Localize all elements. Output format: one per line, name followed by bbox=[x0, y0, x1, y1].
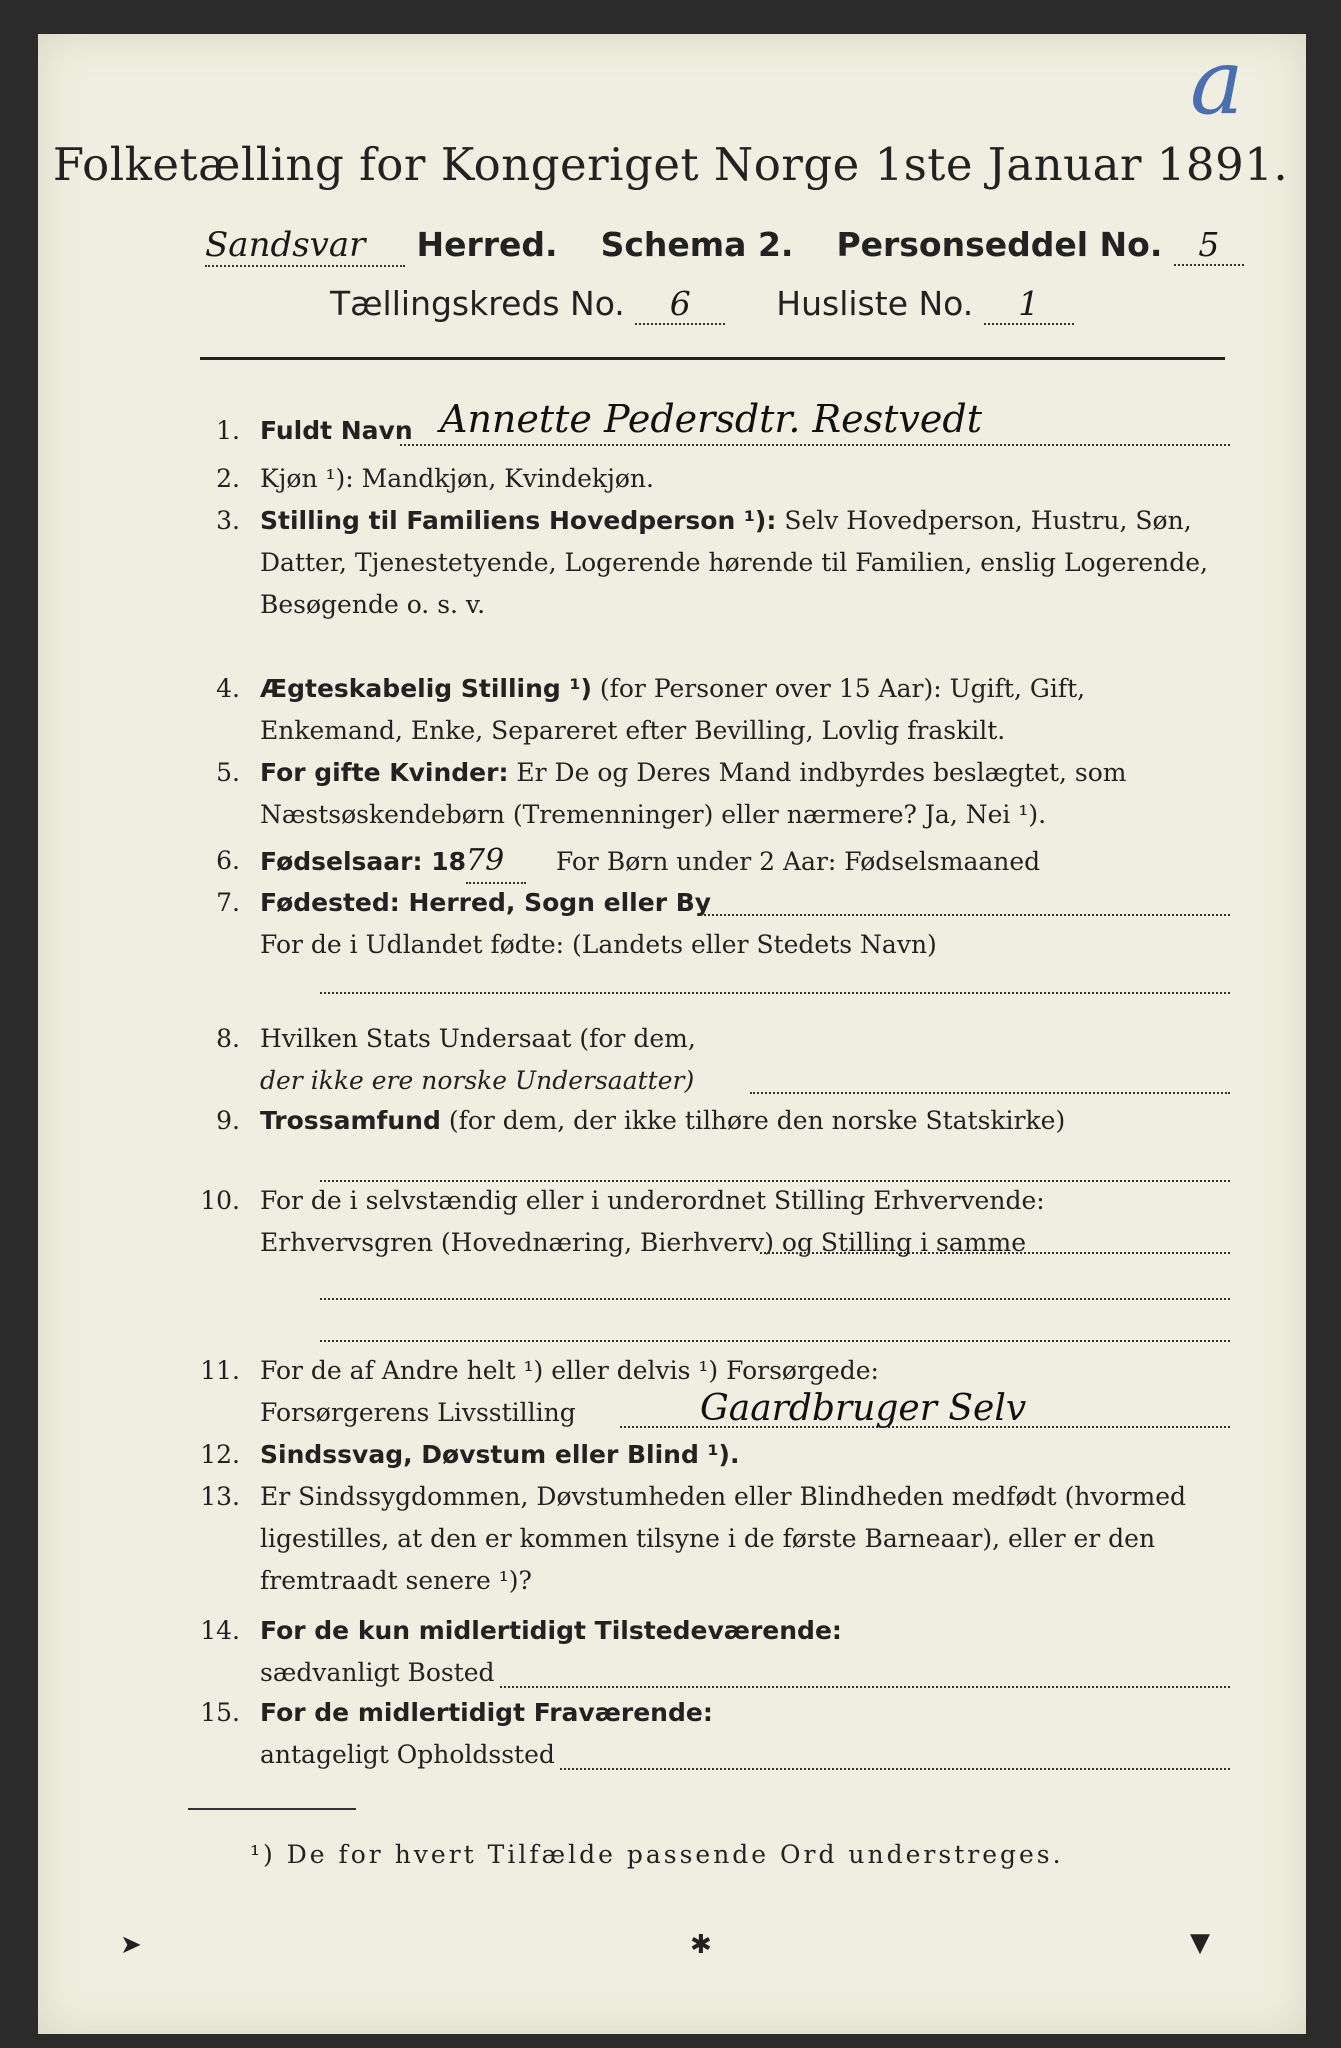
item-text: der ikke ere norske Undersaatter) bbox=[260, 1066, 695, 1095]
item-text: For Børn under 2 Aar: Fødselsmaaned bbox=[555, 847, 1041, 876]
item-number: 8. bbox=[216, 1024, 240, 1053]
birthyear-answer: 79 bbox=[466, 840, 526, 884]
herred-value: Sandsvar bbox=[205, 225, 405, 267]
item-number: 2. bbox=[216, 464, 240, 493]
fill-line bbox=[320, 992, 1230, 994]
schema-label: Schema 2. bbox=[600, 225, 794, 264]
item-number: 6. bbox=[216, 846, 240, 875]
item-label: Er Sindssygdommen, Døvstumheden eller Blindheden medfødt bbox=[260, 1482, 1057, 1511]
fill-line bbox=[620, 1426, 1230, 1428]
item-text: For de i Udlandet fødte: (Landets eller Stedets Navn) bbox=[260, 930, 937, 959]
fill-line bbox=[750, 1092, 1230, 1094]
footnote: ¹) De for hvert Tilfælde passende Ord understreges. bbox=[250, 1840, 1064, 1869]
husliste-value: 1 bbox=[984, 284, 1074, 325]
taellingskreds-label: Tællingskreds No. bbox=[330, 284, 625, 323]
footnote-divider bbox=[188, 1808, 356, 1810]
item-14 bbox=[180, 1610, 1230, 1694]
item-label: Trossamfund bbox=[260, 1106, 441, 1135]
triangle-mark-icon: ▼ bbox=[1190, 1928, 1210, 1958]
item-7 bbox=[180, 882, 1230, 1012]
item-label: Fuldt Navn bbox=[260, 416, 413, 445]
item-label: For de midlertidigt Fraværende: bbox=[260, 1698, 713, 1727]
item-label: Kjøn ¹): Mandkjøn, Kvindekjøn. bbox=[260, 464, 654, 493]
item-text: (for dem, der ikke tilhøre den norske Statskirke) bbox=[448, 1106, 1066, 1135]
item-number: 10. bbox=[200, 1186, 240, 1215]
personseddel-value: 5 bbox=[1174, 225, 1244, 266]
item-3 bbox=[180, 500, 1230, 660]
star-mark-icon: ✱ bbox=[690, 1930, 712, 1960]
item-label: Fødested: Herred, Sogn eller By bbox=[260, 888, 712, 917]
item-text: Er De og Deres Mand indbyrdes beslægtet, som Næstsøskendebørn (Tremenninger) eller nærmere? Ja, Nei ¹). bbox=[260, 758, 1127, 829]
header-divider bbox=[200, 357, 1225, 360]
personseddel-label: Personseddel No. bbox=[836, 225, 1163, 264]
item-label: For gifte Kvinder: bbox=[260, 758, 509, 787]
item-9 bbox=[180, 1100, 1230, 1190]
item-text: (for Personer over 15 Aar): Ugift, Gift, Enkemand, Enke, Separeret efter Bevilling, Lovlig fraskilt. bbox=[260, 674, 1086, 745]
item-label: For de kun midlertidigt Tilstedeværende: bbox=[260, 1616, 842, 1645]
item-label: Stilling til Familiens Hovedperson ¹): bbox=[260, 506, 777, 535]
item-text: sædvanligt Bosted bbox=[260, 1658, 495, 1687]
item-number: 13. bbox=[200, 1482, 240, 1511]
item-text: Forsørgerens Livsstilling bbox=[260, 1398, 576, 1427]
item-number: 5. bbox=[216, 758, 240, 787]
item-number: 14. bbox=[200, 1616, 240, 1645]
fill-line bbox=[700, 914, 1230, 916]
item-text: antageligt Opholdssted bbox=[260, 1740, 555, 1769]
item-8 bbox=[180, 1018, 1230, 1108]
item-label: For de i selvstændig eller i underordnet Stilling Erhvervende: bbox=[260, 1186, 1045, 1215]
taellingskreds-line bbox=[330, 284, 1074, 325]
fill-line bbox=[560, 1768, 1230, 1770]
item-number: 9. bbox=[216, 1106, 240, 1135]
item-label: Ægteskabelig Stilling ¹) bbox=[260, 674, 592, 703]
fill-line bbox=[320, 1340, 1230, 1342]
fill-line bbox=[500, 1686, 1230, 1688]
item-label: Fødselsaar: 18 bbox=[260, 847, 466, 876]
item-number: 4. bbox=[216, 674, 240, 703]
provider-answer: Gaardbruger Selv bbox=[700, 1388, 1027, 1429]
item-10 bbox=[180, 1180, 1230, 1340]
item-label: Hvilken Stats Undersaat (for dem, bbox=[260, 1024, 696, 1053]
item-label: Sindssvag, Døvstum eller Blind ¹). bbox=[260, 1440, 740, 1469]
fill-line bbox=[400, 444, 1230, 446]
item-number: 1. bbox=[216, 416, 240, 445]
herred-line bbox=[205, 225, 1244, 267]
item-11 bbox=[180, 1350, 1230, 1440]
husliste-label: Husliste No. bbox=[776, 284, 974, 323]
item-13 bbox=[180, 1476, 1230, 1602]
item-number: 12. bbox=[200, 1440, 240, 1469]
arrow-mark-icon: ➤ bbox=[120, 1930, 142, 1960]
item-text: Erhvervsgren (Hovednæring, Bierhverv) og Stilling i samme bbox=[260, 1228, 1026, 1257]
form-title: Folketælling for Kongeriget Norge 1ste Januar 1891. bbox=[52, 138, 1289, 191]
item-label: For de af Andre helt ¹) eller delvis ¹) Forsørgede: bbox=[260, 1356, 879, 1385]
item-number: 15. bbox=[200, 1698, 240, 1727]
fill-line bbox=[760, 1252, 1230, 1254]
item-number: 7. bbox=[216, 888, 240, 917]
corner-handwritten-mark: a bbox=[1190, 30, 1244, 135]
item-15 bbox=[180, 1692, 1230, 1776]
item-number: 3. bbox=[216, 506, 240, 535]
fill-line bbox=[320, 1298, 1230, 1300]
taellingskreds-value: 6 bbox=[635, 284, 725, 325]
item-text: Selv Hovedperson, Hustru, Søn, Datter, Tjenestetyende, Logerende hørende til Familien, enslig Logerende, Besøgende o. s. v. bbox=[260, 506, 1208, 619]
herred-label: Herred. bbox=[416, 225, 558, 264]
item-text: (hvormed ligestilles, at den er kommen tilsyne i de første Barneaar), eller er den fremtraadt senere ¹)? bbox=[260, 1482, 1187, 1595]
item-number: 11. bbox=[200, 1356, 240, 1385]
name-answer: Annette Pedersdtr. Restvedt bbox=[440, 397, 982, 441]
